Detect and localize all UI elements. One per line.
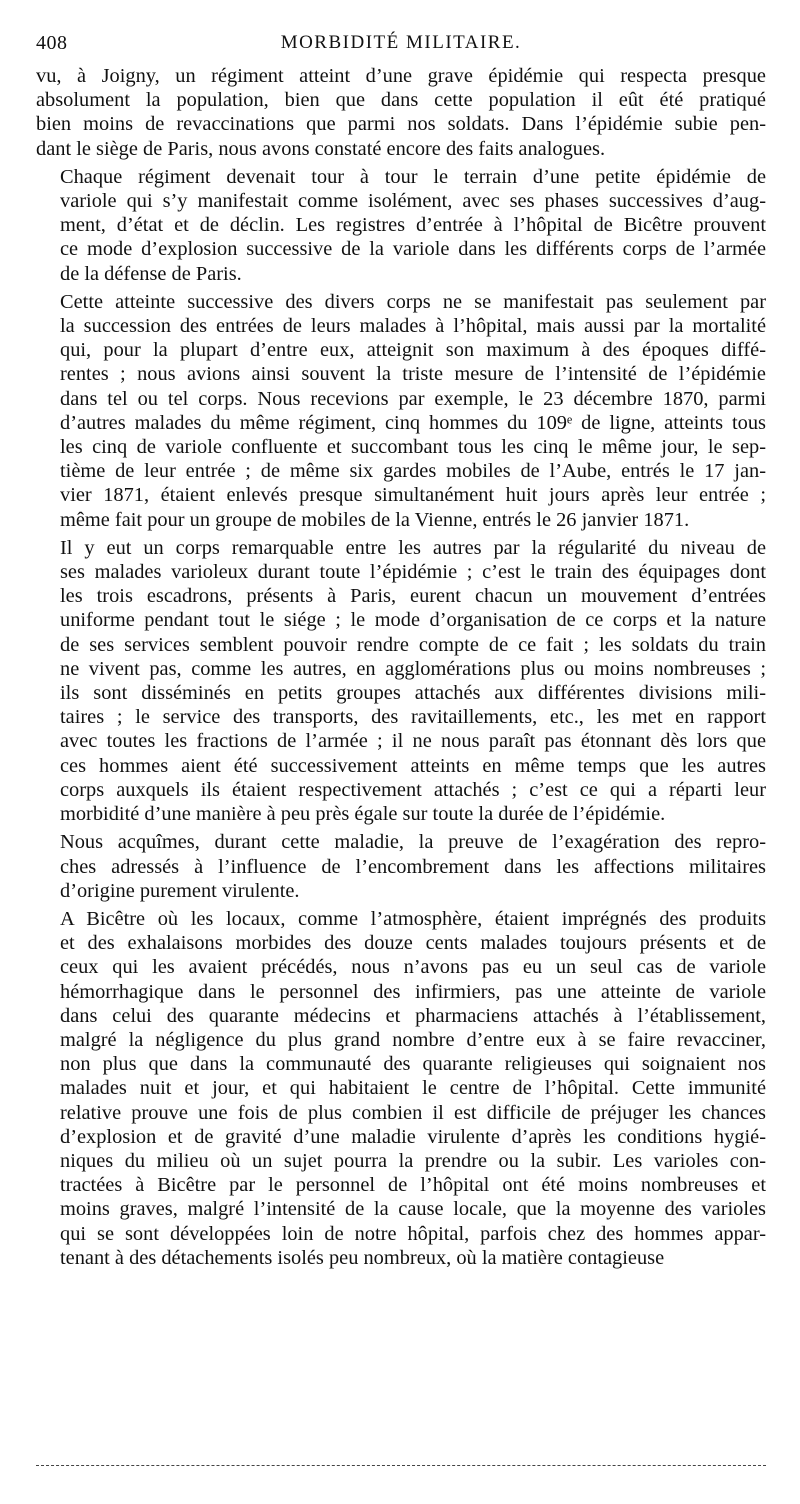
text-line: et des exhalaisons morbides des douze cents malades toujours présents et de [60,932,766,955]
text-line: dans tel ou tel corps. Nous recevions par exemple, le 23 décembre 1870, parmi [60,387,766,410]
text-line: tième de leur entrée ; de même six gardes mobiles de l’Aube, entrés le 17 jan- [60,460,766,483]
text-line: d’autres malades du même régiment, cinq hommes du 109ᵉ de ligne, atteints tous [60,411,766,434]
text-line: variole qui s’y manifestait comme isolément, avec ses phases successives d’aug- [60,190,766,213]
text-line: ce mode d’explosion successive de la variole dans les différents corps de l’armée [60,238,766,261]
text-line: ment, d’état et de déclin. Les registres d’entrée à l’hôpital de Bicêtre prouvent [60,214,766,237]
page-body [36,64,766,1274]
text-line: malgré la négligence du plus grand nombre d’entre eux à se faire revacciner, [60,1028,766,1051]
text-line: les trois escadrons, présents à Paris, eurent chacun un mouvement d’entrées [60,585,766,608]
text-line: taires ; le service des transports, des ravitaillements, etc., les met en rapport [60,706,766,729]
text-line: hémorrhagique dans le personnel des infirmiers, pas une atteinte de variole [60,980,766,1003]
text-line: même fait pour un groupe de mobiles de la Vienne, entrés le 26 janvier 1871. [60,508,690,531]
text-line: Chaque régiment devenait tour à tour le terrain d’une petite épidémie de [60,165,766,188]
text-line: la succession des entrées de leurs malades à l’hôpital, mais aussi par la mortalité [60,315,766,338]
text-line: qui se sont développées loin de notre hôpital, parfois chez des hommes appar- [60,1222,766,1245]
text-line: qui, pour la plupart d’entre eux, atteignit son maximum à des époques diffé- [60,339,766,362]
text-line: ne vivent pas, comme les autres, en agglomérations plus ou moins nombreuses ; [60,657,766,680]
text-line: corps auxquels ils étaient respectivement attachés ; c’est ce qui a réparti leur [60,778,766,801]
text-line: A Bicêtre où les locaux, comme l’atmosphère, étaient imprégnés des produits [60,907,766,930]
paragraph [36,165,766,286]
text-line: bien moins de revaccinations que parmi nos soldats. Dans l’épidémie subie pen- [36,113,766,136]
text-line: d’origine purement virulente. [60,879,300,902]
paragraph [36,536,766,826]
text-line: tenant à des détachements isolés peu nombreux, où la matière contagieuse [60,1246,665,1269]
page-header [36,32,766,58]
text-line: vier 1871, étaient enlevés presque simultanément huit jours après leur entrée ; [60,484,766,507]
text-line: de ses services semblent pouvoir rendre compte de ce fait ; les soldats du train [60,633,766,656]
text-line: de la défense de Paris. [60,262,242,285]
text-line: tractées à Bicêtre par le personnel de l’hôpital ont été moins nombreuses et [60,1174,766,1197]
text-line: dant le siège de Paris, nous avons constaté encore des faits analogues. [36,137,606,160]
text-line: Cette atteinte successive des divers corps ne se manifestait pas seulement par [60,290,766,313]
text-line: non plus que dans la communauté des quarante religieuses qui soignaient nos [60,1053,766,1076]
text-line: Il y eut un corps remarquable entre les autres par la régularité du niveau de [60,536,766,559]
text-line: dans celui des quarante médecins et pharmaciens attachés à l’établissement, [60,1004,766,1027]
page-number: 408 [36,32,68,54]
text-line: vu, à Joigny, un régiment atteint d’une grave épidémie qui respecta presque [36,65,766,87]
text-line: ches adressés à l’influence de l’encombrement dans les affections militaires [60,855,766,878]
text-line: avec toutes les fractions de l’armée ; il ne nous paraît pas étonnant dès lors que [60,730,766,753]
text-line: moins graves, malgré l’intensité de la cause locale, que la moyenne des varioles [60,1198,766,1221]
text-line: Nous acquîmes, durant cette maladie, la preuve de l’exagération des repro- [60,831,766,854]
text-line: ces hommes aient été successivement atteints en même temps que les autres [60,754,766,777]
text-line: absolument la population, bien que dans cette population il eût été pratiqué [36,89,766,112]
text-line: niques du milieu où un sujet pourra la prendre ou la subir. Les varioles con- [60,1149,766,1172]
text-line: ses malades varioleux durant toute l’épidémie ; c’est le train des équipages dont [60,561,766,584]
paragraph [36,290,766,532]
text-line: uniforme pendant tout le siége ; le mode d’organisation de ce corps et la nature [60,609,766,632]
text-line: ceux qui les avaient précédés, nous n’avons pas eu un seul cas de variole [60,956,766,979]
text-line: morbidité d’une manière à peu près égale sur toute la durée de l’épidémie. [60,803,666,826]
text-line: ils sont disséminés en petits groupes attachés aux différentes divisions mili- [60,682,766,705]
text-line: malades nuit et jour, et qui habitaient le centre de l’hôpital. Cette immunité [60,1077,766,1100]
footer-rule [36,1465,766,1466]
paragraph [36,907,766,1270]
text-line: d’explosion et de gravité d’une maladie virulente d’après les conditions hygié- [60,1125,766,1148]
text-line: les cinq de variole confluente et succombant tous les cinq le même jour, le sep- [60,436,766,459]
paragraph [36,830,766,903]
text-line: rentes ; nous avions ainsi souvent la triste mesure de l’intensité de l’épidémie [60,363,766,386]
running-title: MORBIDITÉ MILITAIRE. [280,32,522,53]
text-line: relative prouve une fois de plus combien il est difficile de préjuger les chances [60,1101,766,1124]
paragraph [36,64,766,161]
